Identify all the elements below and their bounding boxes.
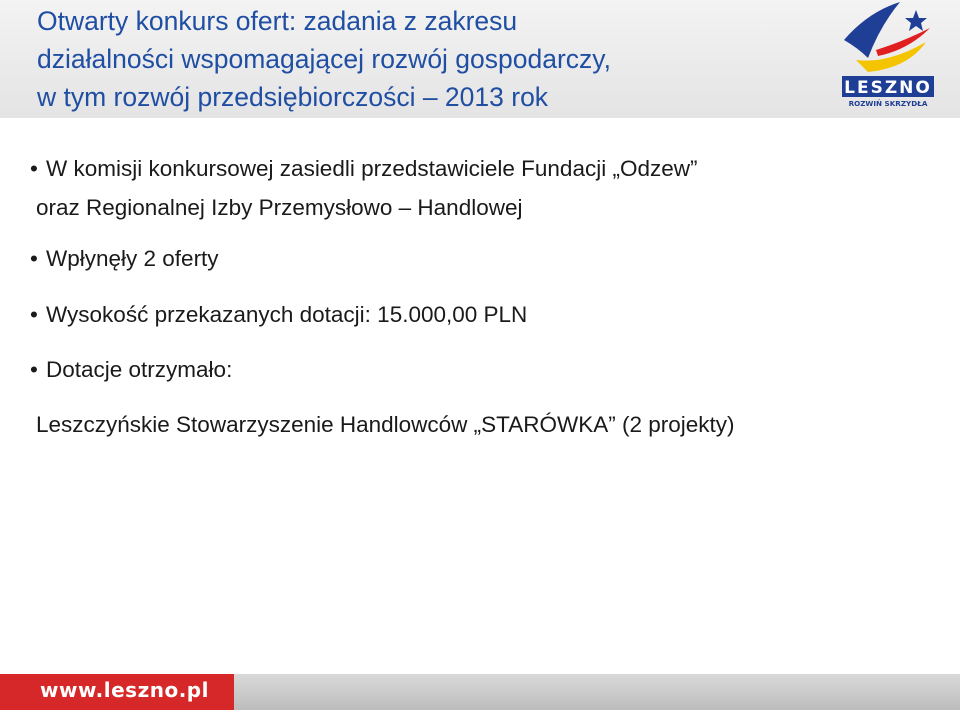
title-line-2: działalności wspomagającej rozwój gospodarczy,	[37, 44, 611, 74]
title-line-1: Otwarty konkurs ofert: zadania z zakresu	[37, 6, 518, 36]
offers-text: Wpłynęły 2 oferty	[46, 246, 219, 271]
slide-header	[0, 0, 960, 118]
logo-tagline: ROZWIŃ SKRZYDŁA	[848, 99, 928, 108]
bullet-amount	[30, 302, 527, 328]
recipient-line	[36, 412, 735, 438]
bullet-dot-icon: •	[30, 357, 38, 382]
bullet-dot-icon: •	[30, 246, 38, 271]
title-line-3: w tym rozwój przedsiębiorczości – 2013 rok	[37, 82, 549, 112]
logo-red-stroke-icon	[876, 28, 930, 56]
recipient-text: Leszczyńskie Stowarzyszenie Handlowców „STARÓWKA” (2 projekty)	[36, 412, 735, 437]
slide-footer	[0, 674, 960, 710]
bullet-dot-icon: •	[30, 302, 38, 327]
bullet-commission	[30, 156, 697, 182]
commission-text-line1: W komisji konkursowej zasiedli przedstawiciele Fundacji „Odzew”	[46, 156, 698, 181]
leszno-logo	[838, 2, 938, 114]
logo-star-icon	[905, 10, 927, 31]
logo-wordmark: LESZNO	[844, 78, 932, 98]
recipients-label: Dotacje otrzymało:	[46, 357, 233, 382]
footer-url[interactable]: www.leszno.pl	[40, 678, 209, 702]
slide-title	[37, 2, 827, 116]
commission-continuation	[36, 195, 523, 221]
amount-text: Wysokość przekazanych dotacji: 15.000,00 PLN	[46, 302, 528, 327]
bullet-recipients	[30, 357, 232, 383]
bullet-dot-icon: •	[30, 156, 38, 181]
footer-url-panel	[0, 674, 234, 710]
commission-text-line2: oraz Regionalnej Izby Przemysłowo – Handlowej	[36, 195, 523, 220]
bullet-offers	[30, 246, 219, 272]
